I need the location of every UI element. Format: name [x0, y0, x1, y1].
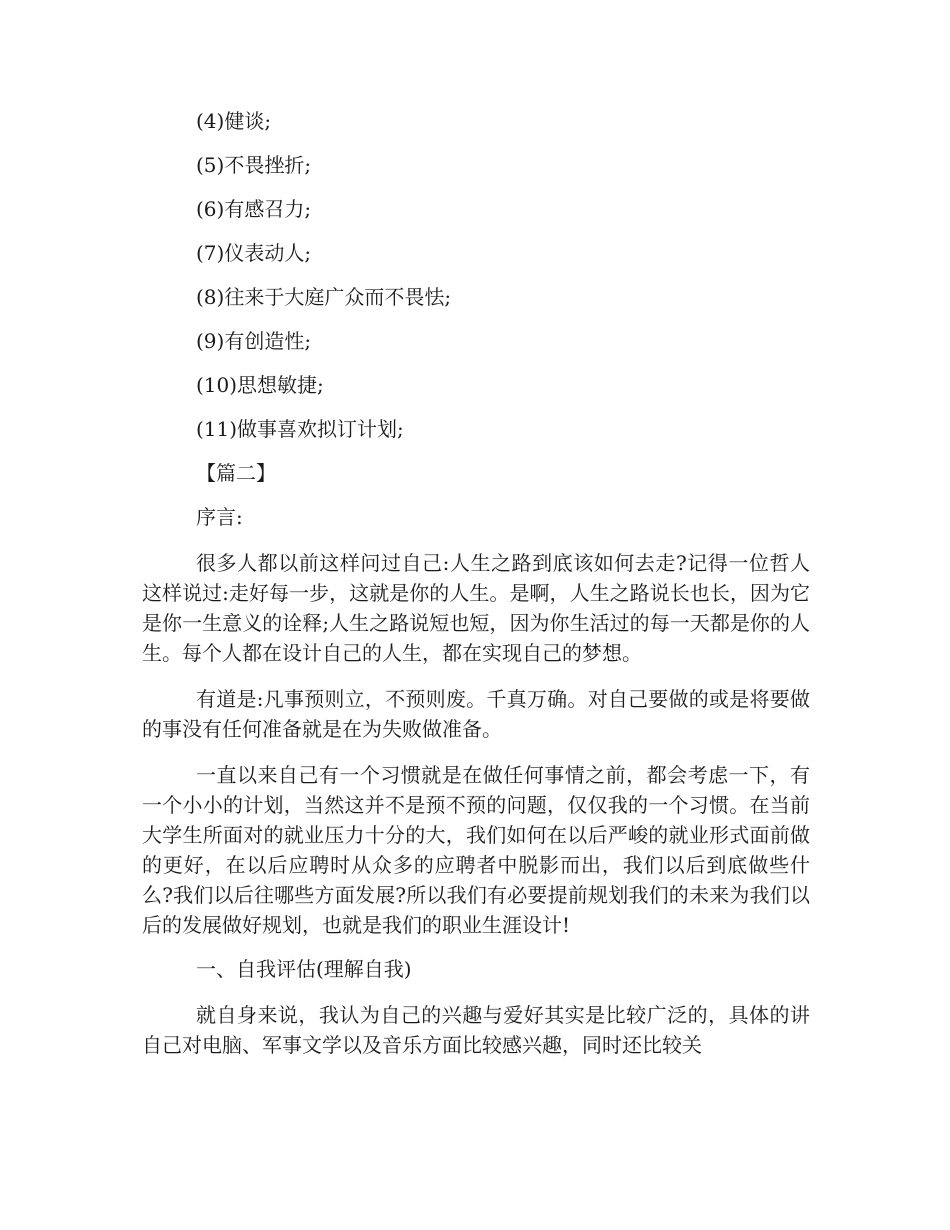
paragraph: 就自身来说，我认为自己的兴趣与爱好其实是比较广泛的，具体的讲自己对电脑、军事文学以及音乐方面比较感兴趣，同时还比较关 — [142, 1003, 810, 1057]
paragraph: 很多人都以前这样问过自己:人生之路到底该如何去走?记得一位哲人这样说过:走好每一步，这就是你的人生。是啊，人生之路说长也长，因为它是你一生意义的诠释;人生之路说短也短，因为你生活过的每一天都是你的人生。每个人都在设计自己的人生，都在实现自己的梦想。 — [142, 551, 810, 665]
list-item: (11)做事喜欢拟订计划; — [196, 417, 404, 441]
list-item: (7)仪表动人; — [196, 241, 312, 265]
subheading: 一、自我评估(理解自我) — [196, 957, 412, 981]
document-page — [142, 108, 810, 1076]
preface-label: 序言: — [196, 505, 243, 529]
list-item: (9)有创造性; — [196, 329, 312, 353]
section-title: 【篇二】 — [196, 461, 276, 485]
list-item: (10)思想敏捷; — [196, 373, 324, 397]
list-item: (4)健谈; — [196, 109, 272, 133]
traits-list — [142, 108, 810, 442]
paragraph: 有道是:凡事预则立，不预则废。千真万确。对自己要做的或是将要做的事没有任何准备就是在为失败做准备。 — [142, 687, 810, 741]
list-item: (6)有感召力; — [196, 197, 312, 221]
list-item: (5)不畏挫折; — [196, 153, 312, 177]
paragraph: 一直以来自己有一个习惯就是在做任何事情之前，都会考虑一下，有一个小小的计划，当然这并不是预不预的问题，仅仅我的一个习惯。在当前大学生所面对的就业压力十分的大，我们如何在以后严峻的就业形式面前做的更好，在以后应聘时从众多的应聘者中脱影而出，我们以后到底做些什么?我们以后往哪些方面发展?所以我们有必要提前规划我们的未来为我们以后的发展做好规划，也就是我们的职业生涯设计! — [142, 763, 810, 937]
list-item: (8)往来于大庭广众而不畏怯; — [196, 285, 452, 309]
